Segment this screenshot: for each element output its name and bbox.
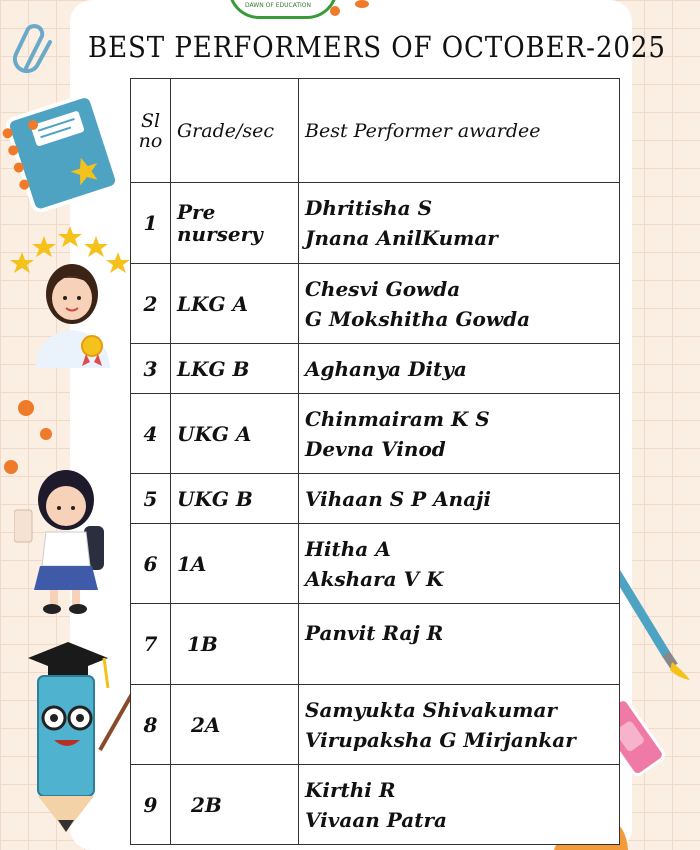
row-sl: 8 [131,685,171,765]
row-awardees [299,394,620,474]
table-row [131,183,620,264]
row-sl: 3 [131,344,171,394]
table-header-row [131,79,620,183]
row-awardees [299,765,620,845]
decor-dot [330,6,340,16]
row-grade: Pre nursery [171,183,299,264]
row-grade: 2B [171,765,299,845]
awardee-name: Virupaksha G Mirjankar [305,727,576,752]
decor-dot [355,0,369,8]
row-grade: 2A [171,685,299,765]
awardee-name: Vihaan S P Anaji [305,486,491,511]
row-awardees [299,264,620,344]
awardee-name: Chinmairam K S [305,406,490,431]
row-grade: UKG A [171,394,299,474]
page-title: BEST PERFORMERS OF OCTOBER-2025 [88,30,666,64]
performers-table [130,78,620,845]
table-row [131,394,620,474]
row-awardees [299,344,620,394]
row-grade: 1B [171,604,299,685]
row-sl: 4 [131,394,171,474]
row-sl: 9 [131,765,171,845]
table-row [131,344,620,394]
awardee-name: Chesvi Gowda [305,276,461,301]
row-awardees [299,604,620,685]
table-row [131,685,620,765]
awardee-name: Akshara V K [305,566,444,591]
awardee-name: Aghanya Ditya [305,356,467,381]
header-grade-sec: Grade/sec [171,79,299,183]
row-awardees [299,524,620,604]
row-sl: 7 [131,604,171,685]
award-girl-illustration [24,258,124,368]
row-grade: UKG B [171,474,299,524]
schoolgirl-illustration [14,466,114,616]
awardee-name: Panvit Raj R [305,621,444,645]
table-row [131,765,620,845]
awardee-name: Dhritisha S [305,196,433,220]
table-row [131,604,620,685]
row-grade: LKG A [171,264,299,344]
pencil-mascot-illustration [8,640,148,840]
awardee-name: Vivaan Patra [305,807,448,832]
row-grade: LKG B [171,344,299,394]
awardee-name: Samyukta Shivakumar [305,697,557,722]
awardee-name: G Mokshitha Gowda [305,306,531,331]
awardee-name: Devna Vinod [305,436,446,461]
table-row [131,264,620,344]
row-sl: 1 [131,183,171,264]
decor-dot [18,400,34,416]
row-sl: 2 [131,264,171,344]
row-sl: 5 [131,474,171,524]
table-row [131,524,620,604]
table-row [131,474,620,524]
row-awardees [299,685,620,765]
header-awardee: Best Performer awardee [299,79,620,183]
logo-text: DAWN OF EDUCATION [245,2,311,9]
awardee-name: Jnana AnilKumar [305,226,498,250]
header-sl-no: Sl no [131,79,171,183]
decor-dot [28,120,38,130]
paperclip-icon [12,22,56,80]
decor-dot [40,428,52,440]
awardee-name: Kirthi R [305,777,396,802]
row-awardees [299,474,620,524]
awardee-name: Hitha A [305,536,391,561]
row-grade: 1A [171,524,299,604]
notebook-icon [0,92,122,212]
row-sl: 6 [131,524,171,604]
row-awardees [299,183,620,264]
